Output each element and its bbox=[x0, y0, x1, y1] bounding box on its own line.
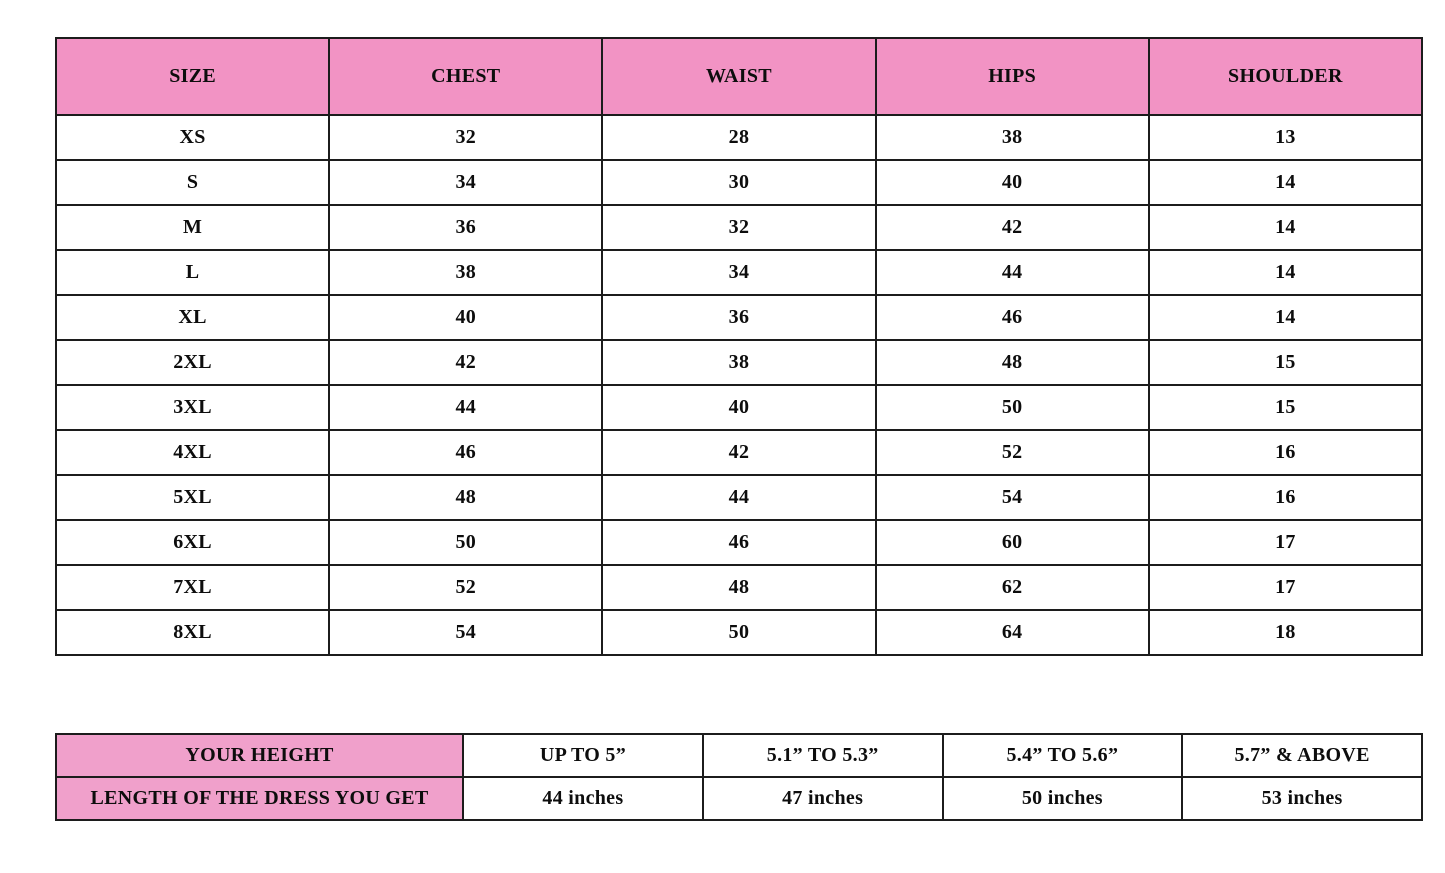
shoulder-cell: 16 bbox=[1149, 430, 1422, 475]
shoulder-cell: 17 bbox=[1149, 565, 1422, 610]
hips-cell: 60 bbox=[876, 520, 1149, 565]
column-header-waist: WAIST bbox=[602, 38, 875, 115]
hips-cell: 48 bbox=[876, 340, 1149, 385]
column-header-hips: HIPS bbox=[876, 38, 1149, 115]
column-header-chest: CHEST bbox=[329, 38, 602, 115]
chest-cell: 50 bbox=[329, 520, 602, 565]
height-range-cell: 5.4” TO 5.6” bbox=[943, 734, 1183, 777]
waist-cell: 46 bbox=[602, 520, 875, 565]
size-cell: XS bbox=[56, 115, 329, 160]
height-range-cell: 5.1” TO 5.3” bbox=[703, 734, 943, 777]
table-row bbox=[56, 520, 1422, 565]
hips-cell: 42 bbox=[876, 205, 1149, 250]
shoulder-cell: 14 bbox=[1149, 295, 1422, 340]
shoulder-cell: 15 bbox=[1149, 340, 1422, 385]
waist-cell: 30 bbox=[602, 160, 875, 205]
size-cell: 8XL bbox=[56, 610, 329, 655]
hips-cell: 64 bbox=[876, 610, 1149, 655]
waist-cell: 38 bbox=[602, 340, 875, 385]
table-row bbox=[56, 565, 1422, 610]
shoulder-cell: 14 bbox=[1149, 250, 1422, 295]
table-row bbox=[56, 385, 1422, 430]
chest-cell: 46 bbox=[329, 430, 602, 475]
size-chart-header-row bbox=[56, 38, 1422, 115]
column-header-shoulder: SHOULDER bbox=[1149, 38, 1422, 115]
hips-cell: 44 bbox=[876, 250, 1149, 295]
table-row bbox=[56, 295, 1422, 340]
size-table-body bbox=[56, 115, 1422, 655]
chest-cell: 44 bbox=[329, 385, 602, 430]
size-chart-table bbox=[55, 37, 1423, 656]
waist-cell: 48 bbox=[602, 565, 875, 610]
chest-cell: 48 bbox=[329, 475, 602, 520]
waist-cell: 28 bbox=[602, 115, 875, 160]
height-range-cell: 5.7” & ABOVE bbox=[1182, 734, 1422, 777]
table-row bbox=[56, 205, 1422, 250]
chest-cell: 36 bbox=[329, 205, 602, 250]
shoulder-cell: 16 bbox=[1149, 475, 1422, 520]
table-row bbox=[56, 430, 1422, 475]
hips-cell: 54 bbox=[876, 475, 1149, 520]
size-cell: 6XL bbox=[56, 520, 329, 565]
your-height-label: YOUR HEIGHT bbox=[56, 734, 463, 777]
dress-length-cell: 47 inches bbox=[703, 777, 943, 820]
dress-length-cell: 44 inches bbox=[463, 777, 703, 820]
dress-length-label: LENGTH OF THE DRESS YOU GET bbox=[56, 777, 463, 820]
size-cell: 3XL bbox=[56, 385, 329, 430]
height-length-table bbox=[55, 733, 1423, 821]
length-row bbox=[56, 777, 1422, 820]
hips-cell: 40 bbox=[876, 160, 1149, 205]
column-header-size: SIZE bbox=[56, 38, 329, 115]
height-range-cell: UP TO 5” bbox=[463, 734, 703, 777]
hips-cell: 46 bbox=[876, 295, 1149, 340]
hips-cell: 38 bbox=[876, 115, 1149, 160]
waist-cell: 34 bbox=[602, 250, 875, 295]
size-cell: M bbox=[56, 205, 329, 250]
table-row bbox=[56, 610, 1422, 655]
size-cell: 7XL bbox=[56, 565, 329, 610]
table-row bbox=[56, 115, 1422, 160]
hips-cell: 62 bbox=[876, 565, 1149, 610]
size-cell: XL bbox=[56, 295, 329, 340]
chest-cell: 42 bbox=[329, 340, 602, 385]
waist-cell: 40 bbox=[602, 385, 875, 430]
chest-cell: 52 bbox=[329, 565, 602, 610]
size-cell: 5XL bbox=[56, 475, 329, 520]
shoulder-cell: 18 bbox=[1149, 610, 1422, 655]
hips-cell: 52 bbox=[876, 430, 1149, 475]
height-row bbox=[56, 734, 1422, 777]
shoulder-cell: 17 bbox=[1149, 520, 1422, 565]
hips-cell: 50 bbox=[876, 385, 1149, 430]
chest-cell: 32 bbox=[329, 115, 602, 160]
size-cell: S bbox=[56, 160, 329, 205]
shoulder-cell: 15 bbox=[1149, 385, 1422, 430]
table-row bbox=[56, 160, 1422, 205]
chest-cell: 54 bbox=[329, 610, 602, 655]
chest-cell: 40 bbox=[329, 295, 602, 340]
waist-cell: 32 bbox=[602, 205, 875, 250]
size-cell: L bbox=[56, 250, 329, 295]
table-row bbox=[56, 475, 1422, 520]
size-cell: 4XL bbox=[56, 430, 329, 475]
chest-cell: 34 bbox=[329, 160, 602, 205]
shoulder-cell: 13 bbox=[1149, 115, 1422, 160]
table-row bbox=[56, 250, 1422, 295]
waist-cell: 44 bbox=[602, 475, 875, 520]
shoulder-cell: 14 bbox=[1149, 160, 1422, 205]
waist-cell: 42 bbox=[602, 430, 875, 475]
waist-cell: 36 bbox=[602, 295, 875, 340]
dress-length-cell: 53 inches bbox=[1182, 777, 1422, 820]
shoulder-cell: 14 bbox=[1149, 205, 1422, 250]
table-row bbox=[56, 340, 1422, 385]
chest-cell: 38 bbox=[329, 250, 602, 295]
waist-cell: 50 bbox=[602, 610, 875, 655]
size-cell: 2XL bbox=[56, 340, 329, 385]
dress-length-cell: 50 inches bbox=[943, 777, 1183, 820]
